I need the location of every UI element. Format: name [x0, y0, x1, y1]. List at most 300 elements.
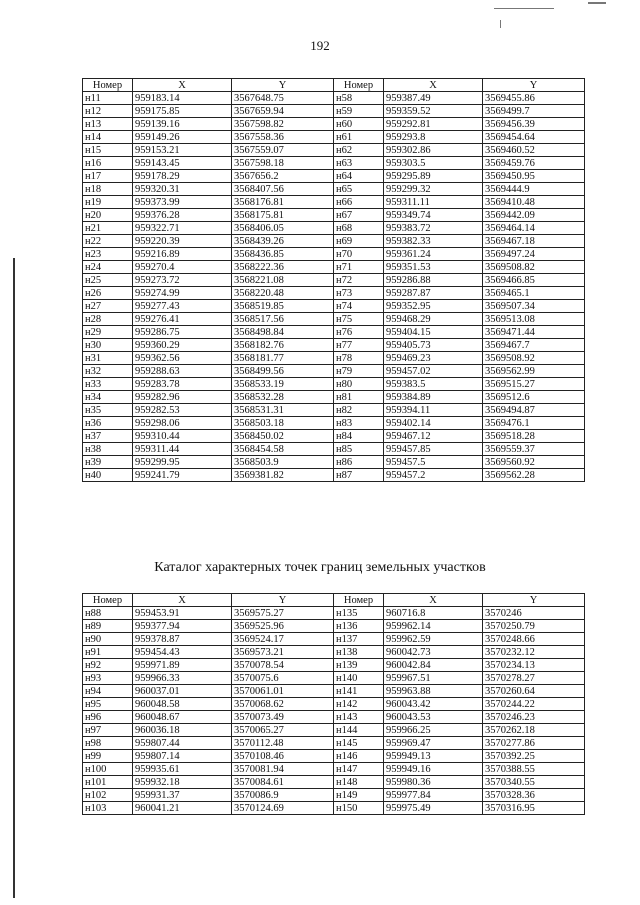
header-x: X — [133, 594, 232, 607]
point-number: н28 — [83, 313, 133, 326]
y-coordinate: 3570073.49 — [232, 711, 334, 724]
point-number: н89 — [83, 620, 133, 633]
point-number: н140 — [334, 672, 384, 685]
x-coordinate: 959178.29 — [133, 170, 232, 183]
point-number: н101 — [83, 776, 133, 789]
table-header-row — [83, 79, 585, 92]
y-coordinate: 3569507.34 — [483, 300, 585, 313]
point-number: н73 — [334, 287, 384, 300]
x-coordinate: 959457.85 — [384, 443, 483, 456]
point-number: н69 — [334, 235, 384, 248]
table-row — [83, 802, 585, 815]
x-coordinate: 959383.5 — [384, 378, 483, 391]
y-coordinate: 3568499.56 — [232, 365, 334, 378]
coordinates-table-2 — [82, 593, 585, 815]
y-coordinate: 3570392.25 — [483, 750, 585, 763]
y-coordinate: 3570262.18 — [483, 724, 585, 737]
y-coordinate: 3568439.26 — [232, 235, 334, 248]
y-coordinate: 3568519.85 — [232, 300, 334, 313]
point-number: н76 — [334, 326, 384, 339]
table-row — [83, 776, 585, 789]
point-number: н92 — [83, 659, 133, 672]
y-coordinate: 3570075.6 — [232, 672, 334, 685]
table-row — [83, 763, 585, 776]
y-coordinate: 3568503.18 — [232, 417, 334, 430]
point-number: н21 — [83, 222, 133, 235]
header-y: Y — [232, 594, 334, 607]
x-coordinate: 959384.89 — [384, 391, 483, 404]
table-row — [83, 698, 585, 711]
table-row — [83, 646, 585, 659]
x-coordinate: 959175.85 — [133, 105, 232, 118]
y-coordinate: 3569525.96 — [232, 620, 334, 633]
x-coordinate: 959283.78 — [133, 378, 232, 391]
point-number: н14 — [83, 131, 133, 144]
x-coordinate: 959980.36 — [384, 776, 483, 789]
table-row — [83, 157, 585, 170]
y-coordinate: 3568220.48 — [232, 287, 334, 300]
table-row — [83, 339, 585, 352]
x-coordinate: 959807.14 — [133, 750, 232, 763]
x-coordinate: 959378.87 — [133, 633, 232, 646]
y-coordinate: 3570340.55 — [483, 776, 585, 789]
y-coordinate: 3570260.64 — [483, 685, 585, 698]
header-y: Y — [232, 79, 334, 92]
table-row — [83, 711, 585, 724]
y-coordinate: 3568533.19 — [232, 378, 334, 391]
point-number: н82 — [334, 404, 384, 417]
point-number: н87 — [334, 469, 384, 482]
point-number: н30 — [83, 339, 133, 352]
y-coordinate: 3569497.24 — [483, 248, 585, 261]
x-coordinate: 959966.33 — [133, 672, 232, 685]
point-number: н24 — [83, 261, 133, 274]
point-number: н77 — [334, 339, 384, 352]
x-coordinate: 959295.89 — [384, 170, 483, 183]
x-coordinate: 959404.15 — [384, 326, 483, 339]
point-number: н20 — [83, 209, 133, 222]
x-coordinate: 959373.99 — [133, 196, 232, 209]
point-number: н40 — [83, 469, 133, 482]
x-coordinate: 959382.33 — [384, 235, 483, 248]
x-coordinate: 959935.61 — [133, 763, 232, 776]
x-coordinate: 959977.84 — [384, 789, 483, 802]
x-coordinate: 960716.8 — [384, 607, 483, 620]
point-number: н141 — [334, 685, 384, 698]
x-coordinate: 960036.18 — [133, 724, 232, 737]
x-coordinate: 959457.5 — [384, 456, 483, 469]
table-row — [83, 170, 585, 183]
coordinates-table-1 — [82, 78, 585, 482]
y-coordinate: 3569518.28 — [483, 430, 585, 443]
header-x: X — [384, 594, 483, 607]
x-coordinate: 959394.11 — [384, 404, 483, 417]
y-coordinate: 3570316.95 — [483, 802, 585, 815]
y-coordinate: 3569524.17 — [232, 633, 334, 646]
point-number: н83 — [334, 417, 384, 430]
x-coordinate: 959383.72 — [384, 222, 483, 235]
x-coordinate: 959453.91 — [133, 607, 232, 620]
table-row — [83, 365, 585, 378]
table-row — [83, 313, 585, 326]
x-coordinate: 959302.86 — [384, 144, 483, 157]
point-number: н90 — [83, 633, 133, 646]
x-coordinate: 959298.06 — [133, 417, 232, 430]
point-number: н39 — [83, 456, 133, 469]
point-number: н15 — [83, 144, 133, 157]
x-coordinate: 959351.53 — [384, 261, 483, 274]
x-coordinate: 959311.44 — [133, 443, 232, 456]
table-row — [83, 391, 585, 404]
y-coordinate: 3568436.85 — [232, 248, 334, 261]
y-coordinate: 3568181.77 — [232, 352, 334, 365]
x-coordinate: 959962.14 — [384, 620, 483, 633]
point-number: н91 — [83, 646, 133, 659]
y-coordinate: 3567648.75 — [232, 92, 334, 105]
x-coordinate: 960048.58 — [133, 698, 232, 711]
scan-noise — [500, 20, 501, 28]
x-coordinate: 960042.73 — [384, 646, 483, 659]
table-row — [83, 287, 585, 300]
y-coordinate: 3569513.08 — [483, 313, 585, 326]
y-coordinate: 3568175.81 — [232, 209, 334, 222]
x-coordinate: 959469.23 — [384, 352, 483, 365]
x-coordinate: 959299.95 — [133, 456, 232, 469]
x-coordinate: 959276.41 — [133, 313, 232, 326]
x-coordinate: 959270.4 — [133, 261, 232, 274]
table-row — [83, 659, 585, 672]
x-coordinate: 959311.11 — [384, 196, 483, 209]
y-coordinate: 3569559.37 — [483, 443, 585, 456]
y-coordinate: 3569562.28 — [483, 469, 585, 482]
table-row — [83, 685, 585, 698]
x-coordinate: 959220.39 — [133, 235, 232, 248]
point-number: н27 — [83, 300, 133, 313]
header-x: X — [384, 79, 483, 92]
table-body — [83, 92, 585, 482]
y-coordinate: 3570328.36 — [483, 789, 585, 802]
header-number: Номер — [83, 594, 133, 607]
x-coordinate: 959293.8 — [384, 131, 483, 144]
point-number: н32 — [83, 365, 133, 378]
table-row — [83, 248, 585, 261]
page-number: 192 — [310, 38, 330, 53]
x-coordinate: 959468.29 — [384, 313, 483, 326]
x-coordinate: 959322.71 — [133, 222, 232, 235]
x-coordinate: 959139.16 — [133, 118, 232, 131]
point-number: н12 — [83, 105, 133, 118]
x-coordinate: 959467.12 — [384, 430, 483, 443]
point-number: н98 — [83, 737, 133, 750]
x-coordinate: 959932.18 — [133, 776, 232, 789]
x-coordinate: 959183.14 — [133, 92, 232, 105]
x-coordinate: 959287.87 — [384, 287, 483, 300]
y-coordinate: 3569467.18 — [483, 235, 585, 248]
x-coordinate: 959320.31 — [133, 183, 232, 196]
x-coordinate: 959352.95 — [384, 300, 483, 313]
point-number: н71 — [334, 261, 384, 274]
x-coordinate: 959286.88 — [384, 274, 483, 287]
table-row — [83, 607, 585, 620]
point-number: н78 — [334, 352, 384, 365]
point-number: н135 — [334, 607, 384, 620]
point-number: н99 — [83, 750, 133, 763]
y-coordinate: 3570112.48 — [232, 737, 334, 750]
point-number: н38 — [83, 443, 133, 456]
point-number: н81 — [334, 391, 384, 404]
x-coordinate: 959457.2 — [384, 469, 483, 482]
y-coordinate: 3570124.69 — [232, 802, 334, 815]
table-row — [83, 300, 585, 313]
x-coordinate: 959273.72 — [133, 274, 232, 287]
y-coordinate: 3570061.01 — [232, 685, 334, 698]
table-row — [83, 633, 585, 646]
x-coordinate: 959971.89 — [133, 659, 232, 672]
point-number: н136 — [334, 620, 384, 633]
point-number: н147 — [334, 763, 384, 776]
x-coordinate: 959361.24 — [384, 248, 483, 261]
table-row — [83, 183, 585, 196]
x-coordinate: 959360.29 — [133, 339, 232, 352]
point-number: н25 — [83, 274, 133, 287]
point-number: н33 — [83, 378, 133, 391]
point-number: н97 — [83, 724, 133, 737]
x-coordinate: 959376.28 — [133, 209, 232, 222]
point-number: н149 — [334, 789, 384, 802]
y-coordinate: 3570388.55 — [483, 763, 585, 776]
header-y: Y — [483, 594, 585, 607]
table-row — [83, 352, 585, 365]
y-coordinate: 3569512.6 — [483, 391, 585, 404]
y-coordinate: 3570234.13 — [483, 659, 585, 672]
point-number: н139 — [334, 659, 384, 672]
point-number: н16 — [83, 157, 133, 170]
y-coordinate: 3569562.99 — [483, 365, 585, 378]
y-coordinate: 3570244.22 — [483, 698, 585, 711]
point-number: н150 — [334, 802, 384, 815]
point-number: н62 — [334, 144, 384, 157]
x-coordinate: 959349.74 — [384, 209, 483, 222]
y-coordinate: 3568454.58 — [232, 443, 334, 456]
table-row — [83, 672, 585, 685]
scan-noise — [588, 2, 606, 4]
point-number: н70 — [334, 248, 384, 261]
point-number: н72 — [334, 274, 384, 287]
point-number: н84 — [334, 430, 384, 443]
table-row — [83, 456, 585, 469]
point-number: н96 — [83, 711, 133, 724]
point-number: н144 — [334, 724, 384, 737]
y-coordinate: 3570246.23 — [483, 711, 585, 724]
point-number: н34 — [83, 391, 133, 404]
x-coordinate: 960048.67 — [133, 711, 232, 724]
point-number: н80 — [334, 378, 384, 391]
x-coordinate: 959274.99 — [133, 287, 232, 300]
x-coordinate: 960042.84 — [384, 659, 483, 672]
y-coordinate: 3569466.85 — [483, 274, 585, 287]
y-coordinate: 3569444.9 — [483, 183, 585, 196]
table-row — [83, 443, 585, 456]
y-coordinate: 3570108.46 — [232, 750, 334, 763]
y-coordinate: 3568406.05 — [232, 222, 334, 235]
point-number: н142 — [334, 698, 384, 711]
point-number: н75 — [334, 313, 384, 326]
x-coordinate: 959962.59 — [384, 633, 483, 646]
table-row — [83, 724, 585, 737]
table-row — [83, 222, 585, 235]
y-coordinate: 3568450.02 — [232, 430, 334, 443]
point-number: н95 — [83, 698, 133, 711]
y-coordinate: 3569560.92 — [483, 456, 585, 469]
x-coordinate: 959299.32 — [384, 183, 483, 196]
x-coordinate: 960041.21 — [133, 802, 232, 815]
point-number: н67 — [334, 209, 384, 222]
table-row — [83, 235, 585, 248]
scan-noise — [494, 8, 554, 9]
point-number: н61 — [334, 131, 384, 144]
y-coordinate: 3570278.27 — [483, 672, 585, 685]
x-coordinate: 959282.53 — [133, 404, 232, 417]
point-number: н13 — [83, 118, 133, 131]
x-coordinate: 959405.73 — [384, 339, 483, 352]
point-number: н23 — [83, 248, 133, 261]
point-number: н66 — [334, 196, 384, 209]
header-number: Номер — [83, 79, 133, 92]
table-row — [83, 789, 585, 802]
y-coordinate: 3568222.36 — [232, 261, 334, 274]
point-number: н137 — [334, 633, 384, 646]
y-coordinate: 3570068.62 — [232, 698, 334, 711]
y-coordinate: 3569573.21 — [232, 646, 334, 659]
x-coordinate: 959457.02 — [384, 365, 483, 378]
x-coordinate: 959149.26 — [133, 131, 232, 144]
point-number: н74 — [334, 300, 384, 313]
point-number: н60 — [334, 118, 384, 131]
y-coordinate: 3569494.87 — [483, 404, 585, 417]
table-header-row — [83, 594, 585, 607]
y-coordinate: 3569410.48 — [483, 196, 585, 209]
x-coordinate: 959387.49 — [384, 92, 483, 105]
x-coordinate: 959288.63 — [133, 365, 232, 378]
table-row — [83, 131, 585, 144]
y-coordinate: 3569455.86 — [483, 92, 585, 105]
y-coordinate: 3569459.76 — [483, 157, 585, 170]
y-coordinate: 3568531.31 — [232, 404, 334, 417]
point-number: н148 — [334, 776, 384, 789]
point-number: н35 — [83, 404, 133, 417]
point-number: н85 — [334, 443, 384, 456]
table-row — [83, 209, 585, 222]
point-number: н138 — [334, 646, 384, 659]
y-coordinate: 3569456.39 — [483, 118, 585, 131]
y-coordinate: 3567598.18 — [232, 157, 334, 170]
y-coordinate: 3570232.12 — [483, 646, 585, 659]
y-coordinate: 3569464.14 — [483, 222, 585, 235]
point-number: н58 — [334, 92, 384, 105]
y-coordinate: 3568221.08 — [232, 274, 334, 287]
table-row — [83, 620, 585, 633]
x-coordinate: 959303.5 — [384, 157, 483, 170]
y-coordinate: 3568517.56 — [232, 313, 334, 326]
y-coordinate: 3570277.86 — [483, 737, 585, 750]
y-coordinate: 3567659.94 — [232, 105, 334, 118]
y-coordinate: 3569442.09 — [483, 209, 585, 222]
table-row — [83, 261, 585, 274]
header-y: Y — [483, 79, 585, 92]
x-coordinate: 959402.14 — [384, 417, 483, 430]
header-x: X — [133, 79, 232, 92]
table-row — [83, 274, 585, 287]
table-row — [83, 469, 585, 482]
x-coordinate: 960043.53 — [384, 711, 483, 724]
point-number: н86 — [334, 456, 384, 469]
x-coordinate: 959949.13 — [384, 750, 483, 763]
x-coordinate: 959967.51 — [384, 672, 483, 685]
x-coordinate: 959153.21 — [133, 144, 232, 157]
point-number: н93 — [83, 672, 133, 685]
x-coordinate: 959216.89 — [133, 248, 232, 261]
point-number: н36 — [83, 417, 133, 430]
point-number: н19 — [83, 196, 133, 209]
table-row — [83, 118, 585, 131]
x-coordinate: 959807.44 — [133, 737, 232, 750]
point-number: н22 — [83, 235, 133, 248]
x-coordinate: 959963.88 — [384, 685, 483, 698]
point-number: н65 — [334, 183, 384, 196]
point-number: н146 — [334, 750, 384, 763]
y-coordinate: 3570086.9 — [232, 789, 334, 802]
y-coordinate: 3570084.61 — [232, 776, 334, 789]
point-number: н102 — [83, 789, 133, 802]
y-coordinate: 3569467.7 — [483, 339, 585, 352]
point-number: н37 — [83, 430, 133, 443]
table-row — [83, 737, 585, 750]
table-row — [83, 417, 585, 430]
table-row — [83, 326, 585, 339]
table-row — [83, 105, 585, 118]
point-number: н143 — [334, 711, 384, 724]
y-coordinate: 3569508.92 — [483, 352, 585, 365]
y-coordinate: 3570248.66 — [483, 633, 585, 646]
y-coordinate: 3569515.27 — [483, 378, 585, 391]
point-number: н17 — [83, 170, 133, 183]
y-coordinate: 3569450.95 — [483, 170, 585, 183]
x-coordinate: 959362.56 — [133, 352, 232, 365]
x-coordinate: 959377.94 — [133, 620, 232, 633]
x-coordinate: 959359.52 — [384, 105, 483, 118]
x-coordinate: 959143.45 — [133, 157, 232, 170]
y-coordinate: 3568498.84 — [232, 326, 334, 339]
y-coordinate: 3568182.76 — [232, 339, 334, 352]
table-row — [83, 430, 585, 443]
point-number: н100 — [83, 763, 133, 776]
y-coordinate: 3569454.64 — [483, 131, 585, 144]
y-coordinate: 3567559.07 — [232, 144, 334, 157]
point-number: н68 — [334, 222, 384, 235]
x-coordinate: 959241.79 — [133, 469, 232, 482]
point-number: н88 — [83, 607, 133, 620]
point-number: н103 — [83, 802, 133, 815]
table-row — [83, 92, 585, 105]
y-coordinate: 3570081.94 — [232, 763, 334, 776]
y-coordinate: 3570065.27 — [232, 724, 334, 737]
table-body — [83, 607, 585, 815]
y-coordinate: 3569471.44 — [483, 326, 585, 339]
y-coordinate: 3569499.7 — [483, 105, 585, 118]
point-number: н64 — [334, 170, 384, 183]
point-number: н145 — [334, 737, 384, 750]
x-coordinate: 959454.43 — [133, 646, 232, 659]
